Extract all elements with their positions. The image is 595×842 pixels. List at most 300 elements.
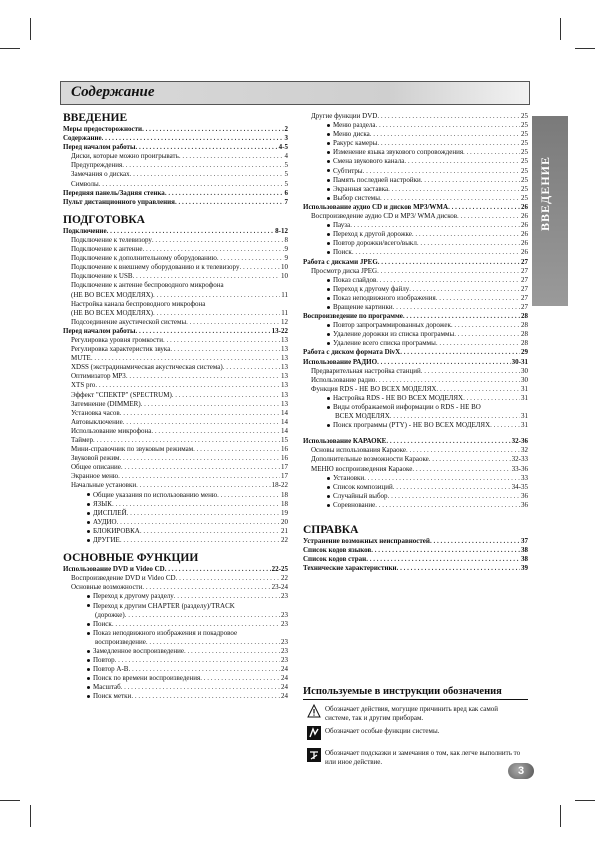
toc-entry[interactable] (63, 170, 288, 179)
toc-entry[interactable] (63, 620, 288, 629)
toc-entry-page: 27 (521, 257, 528, 266)
toc-entry-page: 30 (521, 366, 528, 375)
toc-entry[interactable] (63, 500, 288, 509)
toc-entry[interactable] (303, 501, 528, 510)
leader-dots (417, 239, 520, 248)
toc-entry[interactable] (63, 227, 288, 236)
toc-entry-page: 3 (284, 134, 288, 143)
toc-entry-label: Память последней настройки (333, 175, 421, 184)
toc-entry[interactable] (63, 602, 288, 611)
toc-entry-page: 33 (521, 473, 528, 482)
leader-dots (412, 465, 510, 474)
toc-entry[interactable] (63, 611, 288, 620)
toc-entry[interactable] (63, 300, 288, 309)
crop-mark (575, 48, 595, 49)
toc-entry[interactable] (303, 412, 528, 421)
leader-dots (375, 376, 520, 385)
toc-entry-page: 24 (281, 692, 288, 701)
toc-entry[interactable] (303, 239, 528, 248)
toc-entry[interactable] (303, 446, 528, 455)
toc-entry-label: XDSS (экстрадинамическая акустическая система) (71, 363, 223, 372)
toc-entry[interactable] (303, 474, 528, 483)
crop-mark (560, 805, 561, 827)
toc-entry-page: 33-36 (511, 464, 528, 473)
toc-entry-label: Выбор системы (333, 193, 380, 202)
toc-entry-label: Использование КАРАОКЕ (303, 437, 387, 446)
toc-entry[interactable] (63, 565, 288, 574)
toc-entry-page: 25 (521, 130, 528, 139)
leader-dots (120, 409, 280, 418)
leader-dots (126, 372, 280, 381)
section-heading: ОСНОВНЫЕ ФУНКЦИИ (63, 552, 199, 565)
leader-dots (176, 574, 280, 583)
toc-entry-label: Функция RDS - НЕ ВО ВСЕХ МОДЕЛЯХ (311, 384, 437, 393)
toc-entry-label: Экранная заставка (333, 184, 389, 193)
leader-dots (223, 363, 280, 372)
toc-entry-label: Использование микрофона (71, 426, 152, 435)
toc-entry-page: 22 (281, 536, 288, 545)
toc-entry-label: Установки (333, 473, 365, 482)
toc-entry[interactable] (63, 527, 288, 536)
toc-entry[interactable] (63, 372, 288, 381)
toc-entry-page: 17 (281, 472, 288, 481)
leader-dots (153, 309, 280, 318)
toc-entry-page: 30 (521, 375, 528, 384)
crop-mark (0, 48, 20, 49)
toc-entry[interactable] (63, 647, 288, 656)
toc-entry-page: 5 (284, 170, 288, 179)
bullet-icon (327, 197, 330, 200)
toc-entry-page: 25 (521, 175, 528, 184)
toc-entry-label: АУДИО (93, 517, 117, 526)
toc-entry[interactable] (303, 294, 528, 303)
toc-entry[interactable] (303, 483, 528, 492)
bullet-icon (327, 233, 330, 236)
leader-dots (406, 446, 520, 455)
toc-entry[interactable] (63, 263, 288, 272)
bullet-icon (327, 279, 330, 282)
toc-entry[interactable] (303, 176, 528, 185)
toc-entry-page: 24 (281, 665, 288, 674)
toc-entry[interactable] (63, 409, 288, 418)
toc-entry[interactable] (303, 248, 528, 257)
toc-entry-label: Перед началом работы (63, 143, 136, 152)
toc-entry-page: 13 (281, 381, 288, 390)
leader-dots (127, 509, 280, 518)
toc-entry[interactable] (63, 472, 288, 481)
symbol-row-tip (303, 748, 528, 768)
leader-dots (393, 483, 511, 492)
toc-entry-label: Эффект "СПЕКТР" (SPECTRUM) (71, 390, 172, 399)
leader-dots (172, 391, 280, 400)
toc-entry[interactable] (63, 381, 288, 390)
toc-entry[interactable] (303, 339, 528, 348)
toc-entry[interactable] (303, 330, 528, 339)
toc-entry[interactable] (63, 665, 288, 674)
bullet-icon (327, 133, 330, 136)
symbol-text: Обозначает действия, могущие причинить вред как самой системе, так и другим приборам. (325, 705, 499, 722)
toc-entry[interactable] (63, 574, 288, 583)
crop-mark (575, 800, 595, 801)
bullet-icon (327, 324, 330, 327)
toc-entry[interactable] (303, 376, 528, 385)
toc-entry-page: 27 (521, 266, 528, 275)
toc-entry-label: Поиск метки (93, 692, 132, 701)
toc-entry[interactable] (63, 281, 288, 290)
toc-entry[interactable] (303, 312, 528, 321)
toc-entry[interactable] (303, 258, 528, 267)
toc-entry[interactable] (63, 683, 288, 692)
leader-dots (143, 245, 284, 254)
bullet-icon (327, 477, 330, 480)
toc-entry-label: Регулировка уровня громкости (71, 335, 163, 344)
leader-dots (95, 381, 280, 390)
toc-entry[interactable] (303, 203, 528, 212)
toc-entry-label: Регулировка характеристик звука (71, 345, 171, 354)
toc-entry-label: Настройка RDS - НЕ ВО ВСЕХ МОДЕЛЯХ (333, 393, 464, 402)
toc-entry-label: Основы использования Караоке (311, 446, 406, 455)
toc-entry-page: 32 (521, 446, 528, 455)
leader-dots (153, 291, 280, 300)
leader-dots (393, 303, 520, 312)
toc-entry-page: 34-35 (511, 482, 528, 491)
toc-entry-page: 18 (281, 490, 288, 499)
toc-entry[interactable] (63, 336, 288, 345)
toc-entry-label: Мини-справочник по звуковым режимам (71, 445, 194, 454)
toc-entry-label: Содержание (63, 134, 102, 143)
toc-entry-page: 13 (281, 399, 288, 408)
leader-dots (364, 474, 520, 483)
section-side-tab (532, 116, 568, 306)
leader-dots (366, 555, 520, 564)
bullet-icon (87, 503, 90, 506)
toc-entry[interactable] (63, 427, 288, 436)
toc-entry[interactable] (303, 267, 528, 276)
toc-entry[interactable] (63, 180, 288, 189)
leader-dots (112, 620, 280, 629)
toc-entry-label: Подключение к USB (71, 272, 133, 281)
leader-dots (409, 285, 520, 294)
page-number-badge (508, 763, 534, 779)
leader-dots (390, 412, 520, 421)
leader-dots (436, 385, 520, 394)
toc-entry[interactable] (63, 245, 288, 254)
toc-entry[interactable] (303, 367, 528, 376)
bullet-icon (327, 124, 330, 127)
bullet-icon (327, 333, 330, 336)
toc-entry[interactable] (303, 385, 528, 394)
toc-entry[interactable] (303, 358, 528, 367)
toc-entry[interactable] (63, 445, 288, 454)
toc-entry-label: Случайный выбор (333, 491, 388, 500)
toc-entry[interactable] (303, 437, 528, 446)
toc-entry-label: Использование радио (311, 375, 376, 384)
toc-entry-label: Подключение к телевизору (71, 235, 152, 244)
toc-entry[interactable] (63, 400, 288, 409)
toc-entry[interactable] (303, 285, 528, 294)
toc-entry-page: 27 (521, 284, 528, 293)
toc-entry[interactable] (63, 143, 288, 152)
toc-entry[interactable] (63, 291, 288, 300)
toc-entry-label: Воспроизведение по программе (303, 312, 403, 321)
toc-entry-label: Диски, которые можно проигрывать (71, 152, 179, 161)
toc-entry[interactable] (63, 354, 288, 363)
toc-entry[interactable] (63, 463, 288, 472)
crop-mark (30, 18, 31, 40)
toc-entry[interactable] (63, 152, 288, 161)
toc-entry-page: 28 (521, 330, 528, 339)
toc-entry[interactable] (303, 212, 528, 221)
toc-entry[interactable] (303, 537, 528, 546)
leader-dots (421, 367, 520, 376)
toc-entry-page: 6 (284, 188, 288, 197)
toc-entry[interactable] (63, 318, 288, 327)
bullet-icon (87, 539, 90, 542)
toc-entry-page: 29 (521, 348, 528, 357)
toc-entry-label: Экранное меню (71, 472, 119, 481)
toc-entry[interactable] (63, 509, 288, 518)
bullet-icon (327, 486, 330, 489)
toc-entry[interactable] (63, 536, 288, 545)
toc-entry-page: 15 (281, 436, 288, 444)
bullet-icon (327, 151, 330, 154)
toc-entry[interactable] (303, 321, 528, 330)
toc-entry[interactable] (63, 491, 288, 500)
toc-entry-page: 7 (284, 197, 288, 206)
toc-entry-label: МЕНЮ воспроизведения Караоке (311, 464, 413, 473)
leader-dots (152, 236, 284, 245)
leader-dots (429, 455, 511, 464)
leader-dots (179, 152, 284, 161)
toc-entry-page: 27 (521, 293, 528, 302)
toc-entry-page: 13-22 (271, 326, 288, 335)
toc-entry-page: 26 (521, 212, 528, 221)
toc-entry-label: Переход к другому файлу (333, 284, 410, 293)
toc-entry[interactable] (63, 272, 288, 281)
toc-entry-page: 5 (284, 161, 288, 170)
toc-entry[interactable] (63, 161, 288, 170)
toc-entry-page: 36 (521, 491, 528, 500)
toc-entry-page: 38 (521, 555, 528, 564)
leader-dots (451, 321, 520, 330)
toc-entry[interactable] (63, 481, 288, 490)
toc-entry[interactable] (63, 134, 288, 143)
toc-entry-page: 23-24 (271, 583, 288, 592)
leader-dots (165, 565, 271, 574)
toc-entry[interactable] (303, 157, 528, 166)
toc-entry[interactable] (303, 112, 528, 121)
toc-entry-page: 31 (521, 421, 528, 430)
leader-dots (117, 518, 280, 527)
toc-entry[interactable] (303, 348, 528, 357)
toc-entry-page: 25 (521, 139, 528, 148)
leader-dots (174, 592, 280, 601)
leader-dots (142, 125, 283, 134)
page-title: Содержание (71, 84, 155, 100)
toc-entry-page: 27 (521, 302, 528, 311)
toc-entry-page: 24 (281, 674, 288, 683)
toc-entry[interactable] (303, 465, 528, 474)
toc-entry[interactable] (303, 148, 528, 157)
leader-dots (135, 327, 270, 336)
leader-dots (170, 345, 280, 354)
toc-entry[interactable] (303, 230, 528, 239)
toc-entry-page: 31 (521, 393, 528, 402)
toc-entry-label: Меры предосторожности (63, 125, 143, 133)
leader-dots (140, 527, 280, 536)
leader-dots (193, 445, 280, 454)
toc-entry[interactable] (63, 236, 288, 245)
toc-entry[interactable] (303, 185, 528, 194)
toc-entry[interactable] (303, 492, 528, 501)
leader-dots (120, 454, 281, 463)
leader-dots (239, 263, 280, 272)
toc-entry[interactable] (63, 198, 288, 207)
toc-entry[interactable] (303, 394, 528, 403)
toc-entry-page: 25 (521, 193, 528, 202)
leader-dots (99, 180, 284, 189)
toc-entry[interactable] (63, 363, 288, 372)
side-tab-label: ВВЕДЕНИЕ (538, 156, 552, 231)
toc-entry-page: 13 (281, 372, 288, 381)
toc-entry[interactable] (303, 167, 528, 176)
toc-entry-label: Повтор A-B (93, 665, 129, 674)
toc-entry-label: Символы (71, 179, 99, 188)
toc-entry[interactable] (303, 130, 528, 139)
leader-dots (378, 258, 520, 267)
leader-dots (404, 157, 520, 166)
leader-dots (142, 583, 270, 592)
leader-dots (436, 339, 520, 348)
leader-dots (118, 472, 280, 481)
toc-entry-label: Замечания о дисках (71, 170, 130, 179)
leader-dots (91, 354, 280, 363)
leader-dots (386, 437, 510, 446)
toc-entry[interactable] (63, 629, 288, 638)
toc-entry-page: 10 (281, 263, 288, 272)
toc-entry-page: 13 (281, 345, 288, 354)
toc-entry-page: 32-33 (511, 455, 528, 464)
toc-entry[interactable] (63, 327, 288, 336)
leader-dots (400, 348, 520, 357)
toc-entry[interactable] (63, 309, 288, 318)
crop-mark (30, 805, 31, 827)
toc-entry-page: 23 (281, 637, 288, 646)
toc-entry-page: 28 (521, 321, 528, 330)
toc-entry-label: Удаление дорожки из списка программы (333, 330, 455, 339)
toc-entry-page: 26 (521, 202, 528, 211)
toc-entry[interactable] (63, 189, 288, 198)
toc-entry[interactable] (303, 303, 528, 312)
leader-dots (388, 185, 520, 194)
leader-dots (146, 638, 280, 647)
bullet-icon (327, 224, 330, 227)
bullet-icon (327, 160, 330, 163)
toc-entry-page: 25 (521, 184, 528, 193)
bullet-icon (87, 530, 90, 533)
bullet-icon (327, 142, 330, 145)
toc-entry[interactable] (303, 455, 528, 464)
toc-entry-label: Поиск (93, 619, 112, 628)
toc-entry[interactable] (63, 254, 288, 263)
leader-dots (490, 421, 520, 430)
toc-entry[interactable] (63, 674, 288, 683)
leader-dots (403, 312, 520, 321)
toc-entry-label: Основные возможности (71, 583, 143, 592)
toc-entry-label: Смена звукового канала (333, 157, 405, 166)
leader-dots (371, 546, 520, 555)
toc-entry[interactable] (63, 692, 288, 701)
leader-dots (121, 463, 280, 472)
leader-dots (133, 272, 280, 281)
leader-dots (350, 221, 520, 230)
toc-entry-page: 25 (521, 157, 528, 166)
toc-entry[interactable] (63, 638, 288, 647)
leader-dots (107, 227, 275, 236)
toc-entry[interactable] (303, 276, 528, 285)
crop-mark (560, 18, 561, 40)
toc-entry[interactable] (63, 125, 288, 134)
toc-entry[interactable] (303, 194, 528, 203)
toc-entry-page: 13 (281, 335, 288, 344)
toc-entry-label: Просмотр диска JPEG (311, 266, 378, 275)
toc-entry-page: 10 (281, 272, 288, 281)
leader-dots (136, 481, 271, 490)
toc-entry[interactable] (303, 139, 528, 148)
toc-entry[interactable] (63, 583, 288, 592)
toc-entry-page: 9 (284, 245, 288, 254)
toc-entry[interactable] (63, 592, 288, 601)
toc-entry-page: 31 (521, 384, 528, 393)
leader-dots (421, 176, 520, 185)
toc-entry[interactable] (303, 221, 528, 230)
toc-entry-label: Подключение к внешнему оборудованию и к телевизору (71, 263, 240, 272)
toc-entry[interactable] (63, 391, 288, 400)
bullet-icon (87, 512, 90, 515)
toc-entry-page: 20 (281, 517, 288, 526)
toc-entry[interactable] (303, 121, 528, 130)
leader-dots (397, 564, 520, 573)
toc-entry[interactable] (303, 421, 528, 430)
toc-entry[interactable] (303, 403, 528, 412)
toc-entry[interactable] (63, 518, 288, 527)
toc-entry[interactable] (303, 555, 528, 564)
toc-entry[interactable] (63, 454, 288, 463)
leader-dots (93, 436, 280, 445)
toc-entry-label: Подсоединение акустической системы (71, 317, 187, 326)
bullet-icon (327, 188, 330, 191)
toc-entry-page: 37 (521, 537, 528, 546)
toc-entry[interactable] (63, 436, 288, 445)
toc-entry-page: 18-22 (271, 481, 288, 490)
toc-entry[interactable] (63, 418, 288, 427)
toc-entry-page: 23 (281, 646, 288, 655)
bullet-icon (327, 306, 330, 309)
toc-entry-label: Показ неподвижного изображения и покадровое (93, 628, 238, 637)
leader-dots (112, 500, 280, 509)
bullet-icon (327, 397, 330, 400)
toc-entry-label: Другие функции DVD (311, 112, 378, 120)
leader-dots (217, 491, 280, 500)
toc-entry-page: 11 (281, 308, 288, 317)
toc-entry[interactable] (63, 345, 288, 354)
toc-entry[interactable] (303, 546, 528, 555)
toc-entry[interactable] (303, 564, 528, 573)
toc-entry[interactable] (63, 656, 288, 665)
bullet-icon (327, 495, 330, 498)
leader-dots (454, 330, 520, 339)
bullet-icon (87, 695, 90, 698)
